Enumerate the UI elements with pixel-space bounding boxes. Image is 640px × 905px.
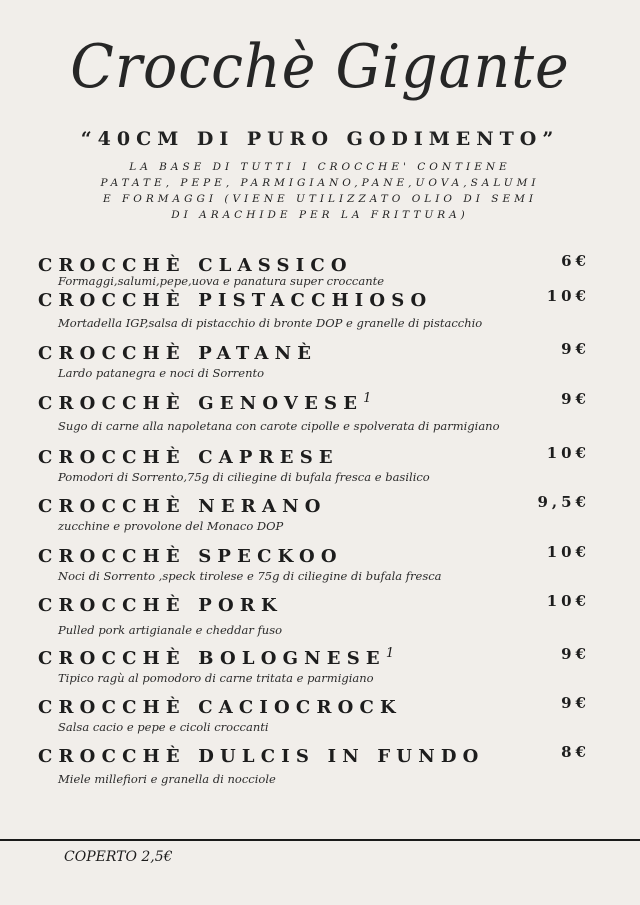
item-price: 10€ <box>546 592 590 610</box>
item-name: CROCCHÈ CACIOCROCK <box>38 697 402 718</box>
menu-item <box>38 693 590 734</box>
item-price: 9€ <box>561 694 590 712</box>
cover-charge: COPERTO 2,5€ <box>64 849 173 865</box>
menu-item <box>38 339 590 380</box>
item-description: Mortadella IGP,salsa di pistacchio di bronte DOP e granelle di pistacchio <box>58 316 483 330</box>
menu-item <box>38 251 590 288</box>
item-name: CROCCHÈ PORK <box>38 595 283 616</box>
item-name: CROCCHÈ NERANO <box>38 496 327 517</box>
item-description: Formaggi,salumi,pepe,uova e panatura super croccante <box>58 274 385 288</box>
item-description: Noci di Sorrento ,speck tirolese e 75g di ciliegine di bufala fresca <box>58 569 442 583</box>
item-description: Miele millefiori e granella di nocciole <box>58 772 276 786</box>
item-name: CROCCHÈ SPECKOO <box>38 546 343 567</box>
item-price: 10€ <box>546 444 590 462</box>
menu-item <box>38 492 590 533</box>
menu-item <box>38 443 590 484</box>
item-description: Tipico ragù al pomodoro di carne tritata e parmigiano <box>58 671 374 685</box>
item-price: 9€ <box>561 645 590 663</box>
menu-item <box>38 286 590 330</box>
item-description: zucchine e provolone del Monaco DOP <box>58 519 284 533</box>
item-name: CROCCHÈ CLASSICO <box>38 255 353 276</box>
item-name: CROCCHÈ PISTACCHIOSO <box>38 290 433 311</box>
menu-intro: LA BASE DI TUTTI I CROCCHE' CONTIENE PATATE, PEPE, PARMIGIANO,PANE,UOVA,SALUMI E FORMAGGI (VIENE UTILIZZATO OLIO DI SEMI DI ARACHIDE PER LA FRITTURA) <box>100 161 540 221</box>
menu-item <box>38 644 590 685</box>
item-price: 10€ <box>546 287 590 305</box>
item-name: CROCCHÈ DULCIS IN FUNDO <box>38 746 485 767</box>
item-price: 9€ <box>561 390 590 408</box>
footer-divider <box>0 839 640 841</box>
menu-item <box>38 542 590 583</box>
item-price: 8€ <box>561 743 590 761</box>
item-name: CROCCHÈ BOLOGNESE$^1$ <box>38 646 395 669</box>
item-price: 10€ <box>546 543 590 561</box>
item-price: 9€ <box>561 340 590 358</box>
menu-tagline: “40CM DI PURO GODIMENTO” <box>80 128 560 150</box>
item-description: Lardo patanegra e noci di Sorrento <box>58 366 265 380</box>
item-name: CROCCHÈ PATANÈ <box>38 343 318 364</box>
item-price: 9,5€ <box>537 493 590 511</box>
item-description: Sugo di carne alla napoletana con carote cipolle e spolverata di parmigiano <box>58 419 500 433</box>
item-name: CROCCHÈ GENOVESE$^1$ <box>38 391 372 414</box>
item-description: Pomodori di Sorrento,75g di ciliegine di bufala fresca e basilico <box>58 470 430 484</box>
menu-item <box>38 742 590 786</box>
item-price: 6€ <box>561 252 590 270</box>
menu-title: Crocchè Gigante <box>70 32 570 102</box>
item-name: CROCCHÈ CAPRESE <box>38 447 339 468</box>
item-description: Pulled pork artigianale e cheddar fuso <box>58 623 283 637</box>
menu-item <box>38 591 590 637</box>
item-description: Salsa cacio e pepe e cicoli croccanti <box>58 720 269 734</box>
menu-item <box>38 389 590 433</box>
